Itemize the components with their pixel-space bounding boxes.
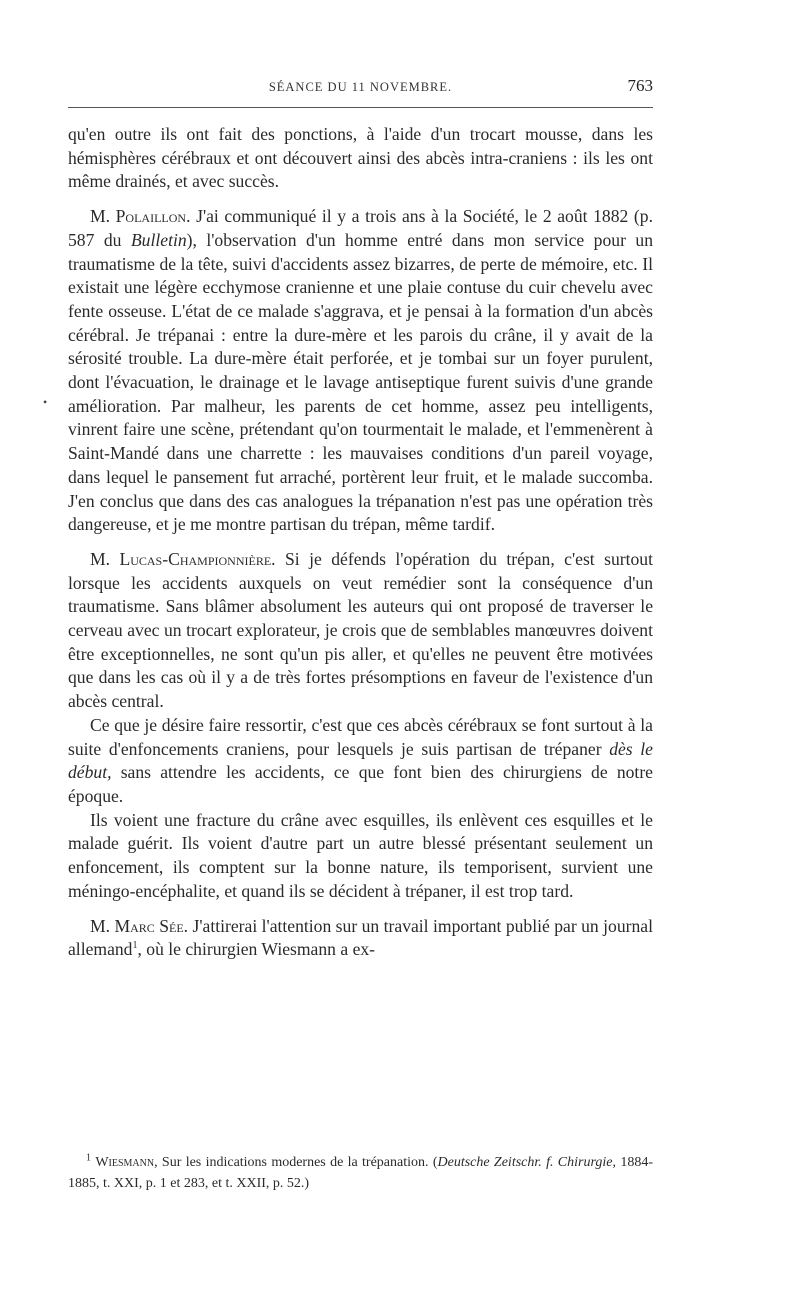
footnote-text bbox=[68, 1152, 653, 1194]
paragraph-text: qu'en outre ils ont fait des ponctions, à l'aide d'un trocart mousse, dans les hémisphères cérébraux et ont découvert ainsi des abcès intra-craniens : ils les ont même drainés, et avec succès. bbox=[68, 124, 653, 192]
paragraph-text: sans attendre les accidents, ce que font bien des chirurgiens de notre époque. bbox=[68, 762, 653, 806]
paragraph-text: Si je défends l'opération du trépan, c'est surtout lorsque les accidents auxquels on veut remédier sont la conséquence d'un traumatisme. Sans blâmer absolument les auteurs qui ont proposé de traverser le cerveau avec un trocart explorateur, je crois que de semblables manœuvres doivent être exceptionnelles, ne sont qu'un pis aller, et qu'elles ne peuvent être motivées que dans les cas où il y a de très fortes présomptions en faveur de l'existence d'un abcès central. bbox=[68, 548, 653, 712]
page-number: 763 bbox=[627, 76, 653, 95]
body-text bbox=[68, 123, 653, 962]
speaker-name: M. Lucas-Championnière. bbox=[90, 548, 276, 569]
paragraph-polaillon bbox=[68, 205, 653, 537]
header-rule bbox=[68, 107, 653, 108]
running-head bbox=[68, 74, 653, 102]
footnote-part: 1884-1885, t. XXI, p. 1 et 283, et t. XXII, p. 52.) bbox=[68, 1155, 653, 1191]
paragraph-text: , où le chirurgien Wiesmann a ex- bbox=[137, 939, 376, 960]
paragraph-continuation bbox=[68, 123, 653, 194]
margin-mark: • bbox=[43, 395, 48, 409]
speaker-name: M. Polaillon. bbox=[90, 206, 191, 227]
paragraph-abces bbox=[68, 714, 653, 809]
paragraph-text: ), l'observation d'un homme entré dans mon service pour un traumatisme de la tête, suivi d'accidents assez bizarres, de perte de mémoire, etc. Il existait une légère ecchymose cranienne et une plaie contuse du cuir chevelu avec fente osseuse. L'état de ce malade s'aggrava, et je pensai à la formation d'un abcès cérébral. Je trépanai : entre la dure-mère et les parois du crâne, il y avait de la sérosité trouble. La dure-mère était perforée, et je tombai sur un foyer purulent, dont l'évacuation, le drainage et le lavage antiseptique furent suivis d'une grande amélioration. Par malheur, les parents de cet homme, assez peu intelligents, vinrent faire une scène, prétendant qu'on tourmentait le malade, et l'emmenèrent à Saint-Mandé dans une charrette : les mauvaises conditions d'un pareil voyage, dans lequel le pansement fut arraché, portèrent leur fruit, et le malade succomba. J'en conclus que dans des cas analogues la trépanation n'est pas une opération très dangereuse, et je me montre partisan du trépan, même tardif. bbox=[68, 229, 654, 535]
footnote-journal: Deutsche Zeitschr. f. Chirurgie, bbox=[437, 1155, 617, 1170]
paragraph-text: Ce que je désire faire ressortir, c'est que ces abcès cérébraux se font surtout à la suite d'enfoncements craniens, pour lesquels je suis partisan de trépaner bbox=[68, 714, 653, 759]
footnote-part: , Sur les indications modernes de la trépanation. ( bbox=[154, 1155, 438, 1170]
paragraph-text: Ils voient une fracture du crâne avec esquilles, ils enlèvent ces esquilles et le malade guérit. Ils voient d'autre part un autre blessé présentant seulement un enfoncement, ils comptent sur la bonne nature, ils temporisent, survient une méningo-encéphalite, et quand ils se décident à trépaner, il est trop tard. bbox=[68, 809, 653, 901]
paragraph-text: J'ai communiqué il y a trois ans à la Société, le 2 août 1882 (p. 587 du bbox=[68, 206, 653, 250]
running-head-title: SÉANCE DU 11 NOVEMBRE. bbox=[268, 80, 453, 94]
italic-text: dès le début, bbox=[68, 738, 653, 783]
footnote-reference[interactable]: 1 bbox=[132, 940, 138, 952]
footnote bbox=[68, 1152, 653, 1194]
paragraph-text: J'attirerai l'attention sur un travail important publié par un journal allemand bbox=[68, 915, 653, 960]
paragraph-marc-see bbox=[68, 915, 653, 962]
speaker-name: M. Marc Sée. bbox=[90, 915, 189, 936]
paragraph-lucas-championniere bbox=[68, 548, 653, 714]
italic-text: Bulletin bbox=[130, 229, 187, 250]
footnote-marker: 1 bbox=[86, 1152, 91, 1164]
footnote-author: Wiesmann bbox=[95, 1155, 155, 1170]
paragraph-fracture bbox=[68, 809, 653, 904]
